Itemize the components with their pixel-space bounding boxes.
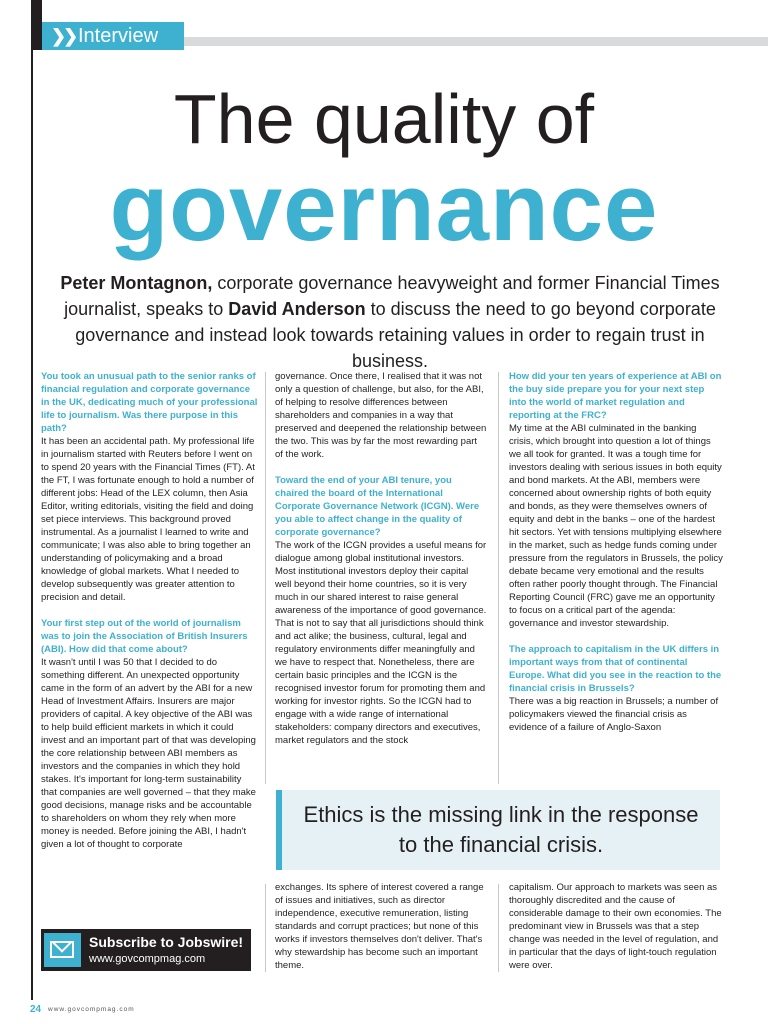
column-divider [265, 372, 266, 784]
standfirst-text-2: to discuss the need to go beyond corporate governance and instead look towards retaining values in order to regain trust in business. [75, 299, 716, 371]
header-grey-band [182, 37, 768, 46]
article-column-2-continued [275, 881, 487, 976]
page-number: 24 [30, 1004, 42, 1015]
article-column-1 [41, 370, 259, 910]
column-divider [498, 884, 499, 972]
standfirst-text-1: corporate governance heavyweight and former Financial Times journalist, speaks to [64, 273, 720, 319]
interviewer-name: David Anderson [228, 299, 366, 319]
standfirst [40, 270, 740, 374]
headline-line-1: The quality of [173, 80, 595, 158]
answer: It has been an accidental path. My professional life in journalism started with Reuters before I went on to spend 20 years with the Financial Times (FT). At the FT, I was fortunate enough to hold a number of different jobs: Head of the LEX column, then Asia Editor, writing editorials, visiting the field and doing set piece interviews. This background proved instrumental. As a journalist I learned to write and communicate; I was also able to bring together an understanding of policymaking and a broad knowledge of global markets. What I needed to develop subsequently was greater attention to precision and detail. [41, 436, 255, 603]
question: The approach to capitalism in the UK differs in important ways from that of continental Europe. What did you see in the reaction to the financial crisis in Brussels? [509, 644, 722, 694]
question: How did your ten years of experience at ABI on the buy side prepare you for your next step into the world of market regulation and reporting at the FRC? [509, 371, 722, 421]
interviewee-name: Peter Montagnon, [60, 273, 213, 293]
answer: There was a big reaction in Brussels; a number of policymakers viewed the financial crisis as evidence of a failure of Anglo-Saxon [509, 696, 719, 733]
pull-quote-text [282, 800, 720, 860]
article-column-2 [275, 370, 487, 780]
question: You took an unusual path to the senior ranks of financial regulation and corporate governance in the UK, dedicating much of your professional life to journalism. Was there purpose in this path? [41, 371, 258, 434]
subscribe-url[interactable]: www.govcompmag.com [89, 953, 206, 965]
column-divider [265, 884, 266, 972]
answer: governance. Once there, I realised that it was not only a question of challenge, but also, for the ABI, of helping to resolve differences between shareholders and companies in a way that preserved and deepened the relationship between the two. This was by far the most rewarding part of the work. [275, 371, 487, 460]
question: Toward the end of your ABI tenure, you chaired the board of the International Corporate Governance Network (ICGN). Were you able to affect change in the quality of corporate governance? [275, 475, 480, 538]
header-black-tab [33, 0, 42, 50]
headline-line-2: governance [109, 154, 659, 261]
pull-quote-line-1: Ethics is the missing link in the response [303, 802, 699, 827]
pull-quote-line-2: to the financial crisis. [398, 832, 604, 857]
answer: exchanges. Its sphere of interest covered a range of issues and initiatives, such as director independence, executive remuneration, listing standards and corrupt practices; but none of this works if investors themselves don't deliver. That's why stewardship has become such an important theme. [275, 882, 484, 971]
question: Your first step out of the world of journalism was to join the Association of British Insurers (ABI). How did that come about? [41, 618, 248, 655]
footer-url: www.govcompmag.com [48, 1006, 135, 1013]
article-column-3-continued [509, 881, 723, 976]
answer: capitalism. Our approach to markets was seen as thoroughly discredited and the cause of considerable damage to their own economies. The predominant view in Brussels was that a step change was needed in the level of regulation, and in particular that the days of light-touch regulation were over. [509, 882, 722, 971]
double-chevron-icon: ❯❯ [51, 26, 76, 46]
article-column-3 [509, 370, 723, 780]
column-divider [498, 372, 499, 784]
answer: The work of the ICGN provides a useful means for dialogue among global institutional investors. Most institutional investors deploy their capital well beyond their home countries, so it is very much in our shared interest to raise general awareness of the importance of good governance. That is not to say that all jurisdictions should think and act alike; the business, cultural, legal and regulatory environments differ meaningfully and we have to respect that. Nonetheless, there are certain basic principles and the ICGN is the recognised investor forum for promoting them and working for investor rights. So the ICGN had to engage with a wide range of international stakeholders: company directors and executives, market regulators and the stock [275, 540, 487, 746]
envelope-icon [44, 933, 81, 967]
subscribe-title: Subscribe to Jobswire! [89, 934, 244, 950]
subscribe-banner[interactable] [41, 929, 251, 971]
section-label: Interview [78, 25, 159, 47]
answer: My time at the ABI culminated in the banking crisis, which brought into question a lot of things we all took for granted. It was a tough time for investors dealing with serious issues in both equity and bond markets. At the ABI, members were concerned about ownership rights of both equity and bonds, as they were themselves owners of equity and debt in the banks – one of the hardest hit sectors. Yet with tensions multiplying elsewhere in the market, such as hedge funds coming under pressure from the regulators in Brussels, the policy debate became very emotional and the results often rather poorly thought through. The Financial Reporting Council (FRC) gave me an opportunity to focus on a critical part of the agenda: governance and investor stewardship. [509, 423, 723, 629]
pull-quote [276, 790, 720, 870]
answer: It wasn't until I was 50 that I decided to do something different. An unexpected opportunity came in the form of an advert by the ABI for a new Head of Investment Affairs. Insurers are major providers of capital. A key objective of the ABI was to help build efficient markets in which it could invest and an important part of that was developing the core relationship between ABI members as investors and the companies in which they hold stakes. It's important for long-term sustainability that companies are well governed – that they make good decisions, manage risks and be accountable to shareholders on whom they rely when more money is needed. Before joining the ABI, I hadn't given a lot of thought to corporate [41, 657, 256, 850]
section-tab [42, 22, 184, 50]
